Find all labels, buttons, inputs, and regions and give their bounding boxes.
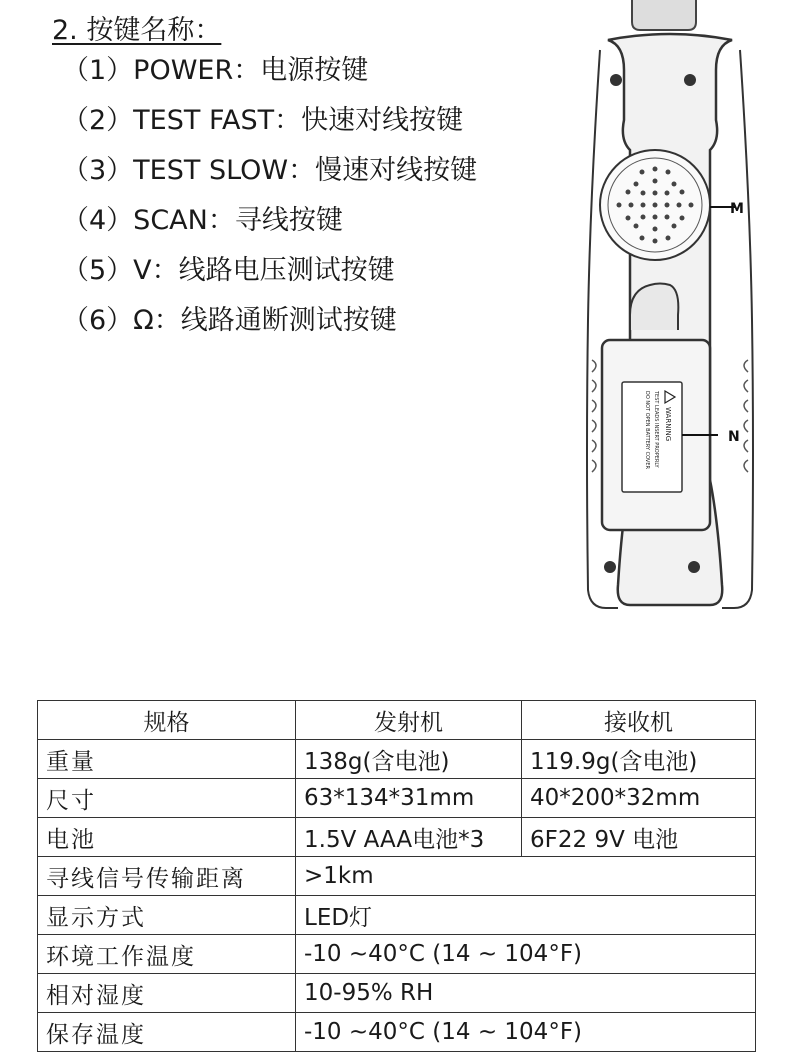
header-transmitter: 发射机 [296,701,522,740]
table-row [38,896,756,935]
row-label: 环境工作温度 [38,935,296,974]
header-spec: 规格 [38,701,296,740]
key-item-power: （1）POWER：电源按键 [62,55,369,86]
table-row [38,779,756,818]
receiver-value: 6F22 9V 电池 [522,818,756,857]
shared-value: -10 ~40°C (14 ~ 104°F) [296,935,756,974]
key-item-test-fast: （2）TEST FAST：快速对线按键 [62,105,464,136]
probe-tip [632,0,696,30]
transmitter-value: 63*134*31mm [296,779,522,818]
shared-value: -10 ~40°C (14 ~ 104°F) [296,1013,756,1052]
svg-text:TEST LEADS INSERT PROPERLY: TEST LEADS INSERT PROPERLY [653,391,659,468]
row-label: 寻线信号传输距离 [38,857,296,896]
receiver-value: 119.9g(含电池) [522,740,756,779]
shared-value: >1km [296,857,756,896]
table-row [38,857,756,896]
receiver-device-illustration [570,0,770,615]
svg-text:DO NOT OPEN BATTERY COVER: DO NOT OPEN BATTERY COVER [644,391,650,469]
row-label: 重量 [38,740,296,779]
shared-value: LED灯 [296,896,756,935]
row-label: 电池 [38,818,296,857]
callout-n-label: N [728,429,740,445]
table-row [38,974,756,1013]
screw-bottom-left [604,561,616,573]
transmitter-value: 138g(含电池) [296,740,522,779]
header-receiver: 接收机 [522,701,756,740]
screw-top-right [684,74,696,86]
row-label: 尺寸 [38,779,296,818]
row-label: 相对湿度 [38,974,296,1013]
receiver-value: 40*200*32mm [522,779,756,818]
key-item-voltage: （5）V：线路电压测试按键 [62,255,395,286]
row-label: 保存温度 [38,1013,296,1052]
shared-value: 10-95% RH [296,974,756,1013]
table-row [38,935,756,974]
table-row [38,1013,756,1052]
transmitter-value: 1.5V AAA电池*3 [296,818,522,857]
section-heading: 2. 按键名称： [52,15,222,46]
screw-top-left [610,74,622,86]
key-item-test-slow: （3）TEST SLOW：慢速对线按键 [62,155,478,186]
spec-header-row [38,701,756,740]
screw-bottom-right [688,561,700,573]
key-name-list [62,52,477,352]
svg-text:WARNING: WARNING [664,407,672,442]
callout-m-label: M [730,201,744,217]
row-label: 显示方式 [38,896,296,935]
spec-table [37,700,756,1052]
key-item-continuity: （6）Ω：线路通断测试按键 [62,305,397,336]
table-row [38,740,756,779]
table-row [38,818,756,857]
key-item-scan: （4）SCAN：寻线按键 [62,205,343,236]
